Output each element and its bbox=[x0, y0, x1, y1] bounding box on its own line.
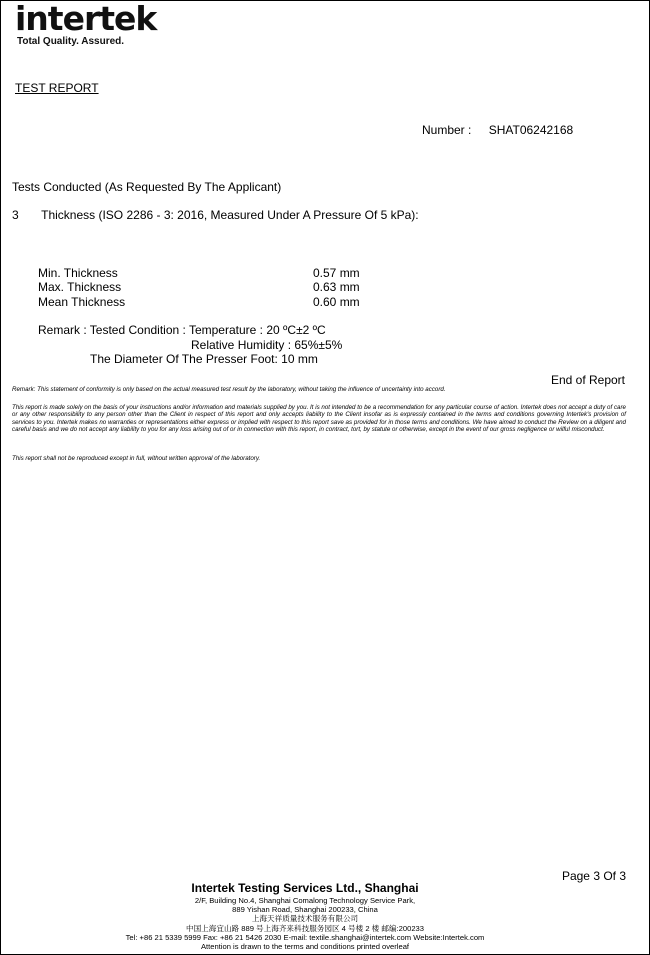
footer-cn-address: 中国上海宜山路 889 号上海齐来科技服务园区 4 号楼 2 楼 邮编:200233 bbox=[186, 923, 424, 933]
remark-temperature: Remark : Tested Condition : Temperature : 20 ºC±2 ºC bbox=[38, 323, 326, 337]
conformity-remark: Remark: This statement of conformity is only based on the actual measured test result by the laboratory, without taking the influence of uncertainty into accord. bbox=[12, 386, 446, 393]
result-label-min: Min. Thickness bbox=[38, 266, 118, 280]
footer bbox=[1, 881, 649, 951]
footer-cn-name: 上海天祥质量技术服务有限公司 bbox=[251, 914, 359, 924]
footer-address-1: 2/F, Building No.4, Shanghai Comalong Technology Service Park, bbox=[194, 896, 416, 905]
test-index: 3 bbox=[12, 208, 19, 222]
footer-address-2: 889 Yishan Road, Shanghai 200233, China bbox=[232, 905, 378, 915]
document-title: TEST REPORT bbox=[15, 81, 99, 95]
result-value-mean: 0.60 mm bbox=[313, 295, 360, 309]
test-title: Thickness (ISO 2286 - 3: 2016, Measured Under A Pressure Of 5 kPa): bbox=[41, 208, 419, 222]
logo-wordmark: intertek bbox=[15, 0, 157, 38]
result-value-min: 0.57 mm bbox=[313, 266, 360, 280]
report-number-value: SHAT06242168 bbox=[488, 123, 574, 137]
footer-contacts: Tel: +86 21 5339 5999 Fax: +86 21 5426 2030 E-mail: textile.shanghai@intertek.com Website:Intertek.com bbox=[125, 932, 485, 942]
result-label-max: Max. Thickness bbox=[38, 280, 122, 294]
report-number bbox=[422, 123, 573, 137]
footer-company: Intertek Testing Services Ltd., Shanghai bbox=[191, 881, 419, 895]
result-label-mean: Mean Thickness bbox=[38, 295, 126, 309]
footer-notice: Attention is drawn to the terms and conditions printed overleaf bbox=[200, 942, 410, 952]
intertek-logo bbox=[15, 1, 156, 47]
remark-presser-foot: The Diameter Of The Presser Foot: 10 mm bbox=[90, 352, 318, 366]
remark-humidity: Relative Humidity : 65%±5% bbox=[191, 338, 343, 352]
page-number: Page 3 Of 3 bbox=[561, 869, 626, 883]
result-value-max: 0.63 mm bbox=[313, 280, 360, 294]
section-heading: Tests Conducted (As Requested By The Applicant) bbox=[12, 180, 282, 194]
logo-tagline: Total Quality. Assured. bbox=[17, 36, 125, 47]
test-heading bbox=[12, 208, 419, 222]
end-of-report: End of Report bbox=[550, 373, 625, 387]
report-number-label: Number : bbox=[422, 123, 472, 137]
liability-disclaimer: This report is made solely on the basis of your instructions and/or information and materials supplied by you. It is not intended to be a recommendation for any particular course of action. Intertek does not accept a duty of care or any other responsibility to any person other than the Client in respect of this report and only accepts liability to the Client insofar as is expressly contained in the terms and conditions governing Intertek's provision of services to you. Intertek makes no warranties or representations either express or implied with respect to this report save as provided for in those terms and conditions. We have aimed to conduct the Review on a diligent and careful basis and we do not accept any liability to you for any loss arising out of or in connection with this report, in contract, tort, by statute or otherwise, except in the event of our gross negligence or wilful misconduct. bbox=[12, 404, 626, 434]
reproduction-notice: This report shall not be reproduced except in full, without written approval of the laboratory. bbox=[12, 455, 261, 462]
